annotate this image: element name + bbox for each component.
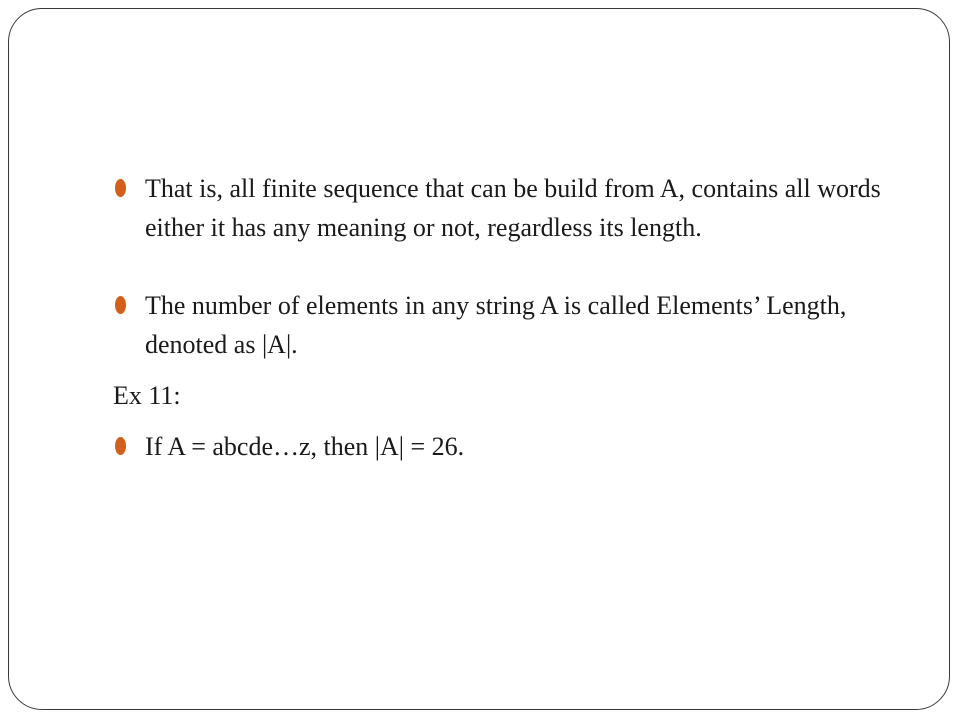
bullet-item-elements-length	[113, 286, 913, 364]
example-label: Ex 11:	[113, 381, 181, 410]
bullet-dot-icon	[115, 179, 126, 197]
bullet-item-example	[113, 427, 913, 466]
slide-frame	[8, 8, 950, 710]
bullet-item-finite-sequences	[113, 169, 913, 247]
slide-content	[113, 169, 913, 466]
bullet-text: The number of elements in any string A is called Elements’ Length, denoted as |A|.	[145, 291, 847, 359]
bullet-text: That is, all finite sequence that can be build from A, contains all words either it has any meaning or not, regardless its length.	[145, 174, 881, 242]
bullet-dot-icon	[115, 437, 126, 455]
bullet-text: If A = abcde…z, then |A| = 26.	[145, 432, 465, 461]
bullet-dot-icon	[115, 296, 126, 314]
